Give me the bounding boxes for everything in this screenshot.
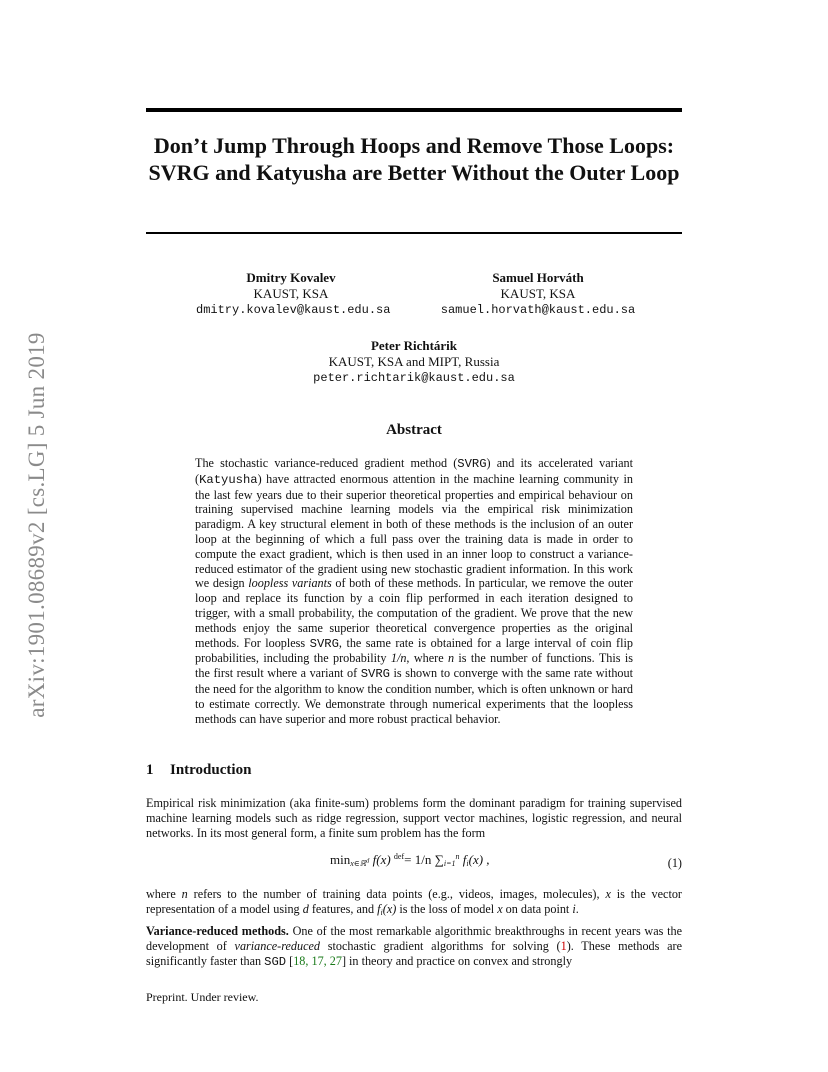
intro-text-run: refers to the number of training data points (e.g., videos, images, molecules), — [187, 887, 606, 901]
author-email: samuel.horvath@kaust.edu.sa — [440, 303, 636, 317]
intro-text-run: on data point — [502, 901, 573, 916]
intro-text-run: ). These methods are significantly faster than — [146, 938, 682, 968]
equation-reference-link[interactable]: 1 — [560, 938, 567, 953]
code-sgd: SGD — [264, 954, 287, 969]
arxiv-identifier — [14, 295, 60, 755]
intro-paragraph-3 — [146, 924, 682, 969]
paragraph-heading-variance-reduced: Variance-reduced methods. — [146, 924, 289, 938]
abstract-text — [195, 456, 633, 726]
math-d: d — [302, 901, 309, 916]
intro-text-run: One of the most remarkable algorithmic breakthroughs in recent years was the development of — [146, 924, 682, 953]
author-name: Dmitry Kovalev — [246, 270, 336, 285]
math-x: x — [605, 887, 611, 901]
math-i: i — [572, 901, 576, 916]
intro-text-run: stochastic gradient algorithms for solving ( — [320, 938, 561, 953]
paper-title: Don’t Jump Through Hoops and Remove Those Loops: SVRG and Katyusha are Better Without the Outer Loop — [148, 133, 680, 185]
intro-paragraph-2 — [146, 887, 682, 921]
math-n: n — [447, 651, 455, 666]
abstract-text-run: , the same rate is obtained for a large interval of coin flip probabilities, including the probability — [195, 635, 633, 666]
intro-text-run: features, and — [308, 901, 378, 916]
author-name: Peter Richtárik — [370, 338, 458, 353]
section-title: Introduction — [170, 762, 252, 778]
math-f: f — [377, 901, 381, 916]
code-svrg: SVRG — [309, 636, 339, 651]
equation-1 — [146, 848, 682, 882]
author-block-richtarik — [304, 338, 524, 386]
author-affiliation: KAUST, KSA — [253, 286, 329, 301]
abstract-text-run: is the number of functions. This is the first result where a variant of — [195, 651, 633, 681]
abstract-text-run: ) and its accelerated variant ( — [195, 456, 633, 486]
intro-text-run: . — [575, 901, 579, 916]
math-n: n — [181, 887, 188, 901]
math-f-i-of-x: $f_i(x)$ — [377, 901, 397, 917]
author-affiliation: KAUST, KSA and MIPT, Russia — [328, 354, 500, 369]
intro-text-run: is the loss of model — [396, 901, 498, 916]
intro-paragraph-1-text: Empirical risk minimization (aka finite-sum) problems form the dominant paradigm for training supervised machine learning models such as ridge regression, support vector machines, logistic regression, and neural networks. In its most general form, a finite sum problem has the form — [146, 796, 682, 840]
code-svrg: SVRG — [360, 667, 390, 682]
intro-text-run: ] in theory and practice on convex and strongly — [341, 953, 573, 968]
abstract-text-run: is shown to converge with the same rate without the need for the algorithm to know the condition number, which is often unknown or hard to estimate correctly. We demonstrate through numerical experiments that the loopless methods can have superior and more robust practical behavior. — [195, 666, 633, 726]
author-block-kovalev — [196, 270, 391, 318]
author-name: Samuel Horváth — [492, 270, 584, 285]
emphasis-variance-reduced: variance-reduced — [234, 938, 321, 953]
section-number: 1 — [146, 762, 154, 778]
abstract-text-run: The stochastic variance-reduced gradient method ( — [195, 456, 458, 470]
abstract-text-run: ) have attracted enormous attention in the machine learning community in the last few years due to their superior theoretical properties and empirical behaviour on training supervised machine learning models via the empirical risk minimization paradigm. A key structural element in both of these methods is the inclusion of an outer loop at the beginning of which a full pass over the training data is made in order to compute the exact gradient, which is then used in an inner loop to construct a variance-reduced estimator of the gradient using new stochastic gradient information. In this work we design — [195, 471, 633, 591]
math-x: x — [497, 901, 503, 916]
title-bottom-rule — [146, 232, 682, 234]
footer-note: Preprint. Under review. — [146, 990, 259, 1004]
intro-text-run: where — [146, 887, 182, 901]
citation-links[interactable]: 18, 17, 27 — [293, 953, 342, 968]
code-svrg: SVRG — [457, 457, 487, 471]
abstract-text-run: of both of these methods. In particular, we remove the outer loop and replace its function by a coin flip performed in each iteration designed to trigger, with a small probability, the computation of the gradient. We prove that the new methods enjoy the same superior theoretical convergence properties as the original methods. For loopless — [195, 576, 633, 650]
arxiv-identifier-text: arXiv:1901.08689v2 [cs.LG] 5 Jun 2019 — [24, 332, 49, 718]
code-katyusha: Katyusha — [199, 472, 258, 487]
intro-text-run: is the vector representation of a model using — [146, 887, 682, 916]
author-affiliation: KAUST, KSA — [500, 286, 576, 301]
intro-text-run: [ — [286, 953, 294, 968]
abstract-text-run: , where — [406, 651, 448, 666]
math-one-over-n: 1/n — [390, 651, 407, 666]
equation-body: $\min_{x\in ℝ^d} f(x)$ $^{def}$= 1/n $\sum_{i=1}^n$ $f_i(x)$ , — [330, 852, 490, 868]
author-email: dmitry.kovalev@kaust.edu.sa — [196, 303, 391, 317]
abstract-heading: Abstract — [386, 422, 442, 438]
emphasis-loopless: loopless variants — [248, 576, 332, 591]
author-email: peter.richtarik@kaust.edu.sa — [313, 371, 515, 385]
equation-number: (1) — [667, 856, 682, 870]
title-top-rule — [146, 108, 682, 112]
author-block-horvath — [438, 270, 638, 318]
section-heading — [146, 762, 251, 779]
intro-paragraph-1 — [146, 796, 682, 840]
